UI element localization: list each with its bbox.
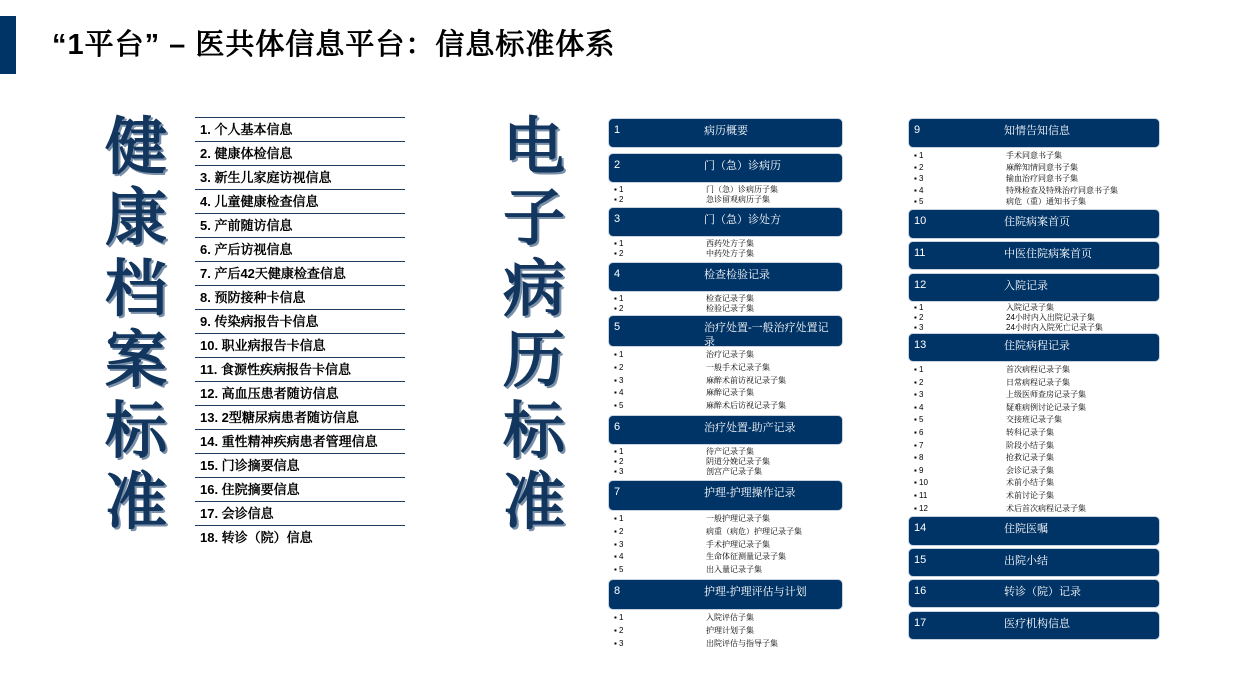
subset-name: 转科记录子集	[1006, 428, 1054, 437]
emr-section-header	[908, 611, 1160, 640]
emr-subset-item	[614, 526, 849, 538]
emr-standard-label	[499, 112, 569, 538]
label-char: 历	[502, 326, 565, 395]
subset-index: ▪ 3	[614, 539, 624, 549]
health-record-item: 11. 食源性疾病报告卡信息	[195, 358, 405, 382]
subset-name: 日常病程记录子集	[1006, 377, 1070, 387]
subset-name: 检验记录子集	[706, 304, 754, 313]
subset-name: 病重（病危）护理记录子集	[706, 526, 802, 536]
subset-index: ▪ 8	[914, 453, 924, 463]
label-char: 康	[104, 184, 167, 253]
emr-subset-item	[614, 457, 849, 467]
subset-index: ▪ 1	[614, 294, 624, 303]
emr-subset-item	[914, 402, 1166, 414]
health-record-item: 10. 职业病报告卡信息	[195, 334, 405, 358]
health-record-item: 2. 健康体检信息	[195, 142, 405, 166]
label-char: 子	[502, 184, 565, 253]
subset-index: ▪ 2	[614, 304, 624, 313]
subset-name: 急诊留观病历子集	[706, 195, 770, 204]
section-title: 检查检验记录	[704, 269, 770, 281]
label-char: 案	[104, 326, 167, 395]
health-record-item: 6. 产后访视信息	[195, 238, 405, 262]
subset-index: ▪ 7	[914, 440, 924, 450]
section-number: 10	[914, 215, 927, 227]
subset-name: 麻醉记录子集	[706, 388, 754, 398]
health-record-item: 8. 预防接种卡信息	[195, 286, 405, 310]
section-title: 出院小结	[1004, 555, 1048, 567]
section-number: 7	[614, 486, 621, 498]
subset-index: ▪ 12	[914, 503, 928, 513]
emr-section-header	[608, 153, 843, 183]
section-number: 5	[614, 321, 621, 333]
section-title: 病历概要	[704, 125, 748, 137]
subset-index: ▪ 2	[614, 249, 624, 258]
section-number: 3	[614, 213, 621, 225]
subset-name: 麻醉知情同意书子集	[1006, 162, 1078, 172]
emr-subset-item	[914, 503, 1166, 515]
label-char: 标	[502, 397, 565, 466]
subset-name: 术后首次病程记录子集	[1006, 503, 1086, 513]
subset-name: 24小时内入院死亡记录子集	[1006, 323, 1103, 332]
emr-subset-item	[914, 477, 1166, 489]
emr-subset-item	[614, 447, 849, 457]
subset-name: 治疗记录子集	[706, 350, 754, 359]
title-accent-bar	[0, 16, 16, 74]
health-record-item: 7. 产后42天健康检查信息	[195, 262, 405, 286]
emr-subset-item	[614, 294, 849, 304]
subset-index: ▪ 2	[614, 526, 624, 536]
subset-name: 术前讨论子集	[1006, 491, 1054, 500]
emr-section-header	[608, 262, 843, 292]
subset-index: ▪ 1	[614, 613, 624, 622]
subset-index: ▪ 2	[914, 162, 924, 172]
label-char: 健	[104, 113, 167, 182]
emr-subset-item	[614, 195, 849, 205]
section-number: 13	[914, 339, 927, 351]
subset-name: 输血治疗同意书子集	[1006, 174, 1078, 183]
health-record-item: 4. 儿童健康检查信息	[195, 190, 405, 214]
section-number: 14	[914, 522, 927, 534]
subset-index: ▪ 5	[614, 565, 624, 575]
emr-subset-item	[914, 465, 1166, 477]
subset-index: ▪ 3	[614, 638, 624, 648]
subset-index: ▪ 9	[914, 465, 924, 475]
emr-subset-item	[914, 303, 1166, 313]
health-record-item: 5. 产前随访信息	[195, 214, 405, 238]
emr-subset-item	[914, 490, 1166, 502]
subset-name: 中药处方子集	[706, 249, 754, 258]
emr-subset-item	[614, 467, 849, 477]
section-title: 住院病案首页	[1004, 216, 1070, 228]
section-title: 治疗处置-一般治疗处置记录	[704, 322, 829, 348]
emr-subset-item	[614, 564, 849, 576]
section-title: 门（急）诊病历	[704, 160, 781, 172]
subset-index: ▪ 1	[614, 185, 624, 194]
section-title: 医疗机构信息	[1004, 618, 1070, 630]
emr-section-header	[908, 548, 1160, 577]
subset-name: 检查记录子集	[706, 294, 754, 303]
emr-subset-item	[914, 173, 1166, 185]
subset-name: 生命体征测量记录子集	[706, 552, 786, 562]
section-title: 护理-护理操作记录	[704, 487, 796, 499]
emr-section-header	[608, 315, 843, 347]
emr-subset-item	[914, 196, 1166, 208]
emr-section-header	[908, 273, 1160, 302]
section-title: 门（急）诊处方	[704, 214, 781, 226]
section-number: 9	[914, 124, 921, 136]
subset-index: ▪ 1	[614, 350, 624, 359]
section-title: 中医住院病案首页	[1004, 248, 1092, 260]
emr-subset-item	[914, 377, 1166, 389]
section-title: 住院病程记录	[1004, 340, 1070, 352]
health-record-item: 9. 传染病报告卡信息	[195, 310, 405, 334]
subset-name: 病危（重）通知书子集	[1006, 197, 1086, 206]
section-title: 知情告知信息	[1004, 125, 1070, 137]
subset-index: ▪ 3	[614, 467, 624, 476]
emr-subset-item	[914, 323, 1166, 333]
subset-name: 出院评估与指导子集	[706, 638, 778, 648]
emr-section-header	[908, 516, 1160, 546]
emr-section-header	[908, 118, 1160, 148]
subset-index: ▪ 2	[614, 362, 624, 372]
subset-index: ▪ 4	[914, 185, 924, 195]
label-char: 准	[502, 468, 565, 537]
health-record-item: 14. 重性精神疾病患者管理信息	[195, 430, 405, 454]
emr-subset-item	[614, 362, 849, 374]
subset-index: ▪ 11	[914, 491, 928, 500]
emr-section-header	[608, 207, 843, 237]
subset-index: ▪ 1	[914, 365, 924, 374]
section-title: 护理-护理评估与计划	[704, 586, 807, 598]
emr-subset-item	[614, 513, 849, 525]
subset-name: 出入量记录子集	[706, 565, 762, 575]
emr-subset-item	[614, 349, 849, 361]
emr-subset-item	[914, 150, 1166, 162]
subset-name: 入院评估子集	[706, 613, 754, 622]
emr-section-header	[908, 241, 1160, 270]
health-record-list	[195, 117, 405, 549]
emr-section-header	[908, 579, 1160, 608]
emr-section-header	[608, 579, 843, 610]
emr-subset-item	[914, 185, 1166, 197]
emr-subset-item	[914, 427, 1166, 439]
subset-index: ▪ 4	[614, 388, 624, 398]
subset-index: ▪ 2	[914, 313, 924, 322]
subset-name: 会诊记录子集	[1006, 465, 1054, 475]
subset-index: ▪ 4	[914, 402, 924, 412]
section-number: 17	[914, 617, 927, 629]
emr-subset-item	[614, 551, 849, 563]
label-char: 电	[502, 113, 565, 182]
health-record-item: 13. 2型糖尿病患者随访信息	[195, 406, 405, 430]
subset-name: 麻醉术前访视记录子集	[706, 375, 786, 385]
health-record-item: 17. 会诊信息	[195, 502, 405, 526]
subset-name: 上级医师查房记录子集	[1006, 390, 1086, 400]
subset-name: 术前小结子集	[1006, 478, 1054, 488]
subset-index: ▪ 1	[614, 239, 624, 248]
emr-subset-item	[614, 375, 849, 387]
page-title: “1平台” – 医共体信息平台：信息标准体系	[52, 29, 616, 61]
emr-subset-item	[614, 638, 849, 650]
label-char: 标	[104, 397, 167, 466]
emr-subset-item	[614, 387, 849, 399]
emr-subset-item	[614, 239, 849, 249]
subset-index: ▪ 1	[914, 303, 924, 312]
subset-index: ▪ 3	[614, 375, 624, 385]
label-char: 准	[104, 468, 167, 537]
emr-subset-item	[914, 452, 1166, 464]
subset-name: 阶段小结子集	[1006, 440, 1054, 450]
emr-subset-item	[614, 625, 849, 637]
emr-subset-item	[914, 414, 1166, 426]
emr-subset-item	[614, 185, 849, 195]
section-number: 6	[614, 421, 621, 433]
section-number: 16	[914, 585, 927, 597]
subset-index: ▪ 10	[914, 478, 928, 488]
section-number: 15	[914, 554, 927, 566]
section-title: 入院记录	[1004, 280, 1048, 292]
subset-name: 首次病程记录子集	[1006, 365, 1070, 374]
subset-index: ▪ 2	[614, 457, 624, 466]
subset-index: ▪ 3	[914, 390, 924, 400]
emr-subset-item	[914, 389, 1166, 401]
subset-name: 西药处方子集	[706, 239, 754, 248]
subset-index: ▪ 6	[914, 428, 924, 437]
section-title: 治疗处置-助产记录	[704, 422, 796, 434]
subset-index: ▪ 5	[914, 197, 924, 206]
emr-section-header	[608, 415, 843, 445]
emr-subset-item	[614, 612, 849, 624]
subset-index: ▪ 4	[614, 552, 624, 562]
emr-section-header	[908, 209, 1160, 239]
section-number: 12	[914, 279, 927, 291]
subset-index: ▪ 2	[914, 377, 924, 387]
subset-name: 麻醉术后访视记录子集	[706, 401, 786, 411]
subset-name: 交接班记录子集	[1006, 415, 1062, 425]
section-number: 8	[614, 585, 621, 597]
subset-index: ▪ 1	[914, 151, 924, 160]
health-record-standard-label	[101, 112, 171, 538]
emr-section-header	[608, 118, 843, 148]
subset-index: ▪ 2	[614, 195, 624, 204]
subset-index: ▪ 5	[614, 401, 624, 411]
section-number: 2	[614, 159, 621, 171]
health-record-item: 3. 新生儿家庭访视信息	[195, 166, 405, 190]
subset-index: ▪ 3	[914, 323, 924, 332]
subset-name: 护理计划子集	[706, 625, 754, 635]
health-record-item: 16. 住院摘要信息	[195, 478, 405, 502]
subset-name: 手术护理记录子集	[706, 539, 770, 549]
subset-index: ▪ 3	[914, 174, 924, 183]
emr-subset-item	[614, 304, 849, 314]
subset-index: ▪ 1	[614, 447, 624, 456]
emr-subset-item	[614, 539, 849, 551]
subset-index: ▪ 2	[614, 625, 624, 635]
section-number: 11	[914, 247, 926, 259]
emr-subset-item	[914, 162, 1166, 174]
section-number: 4	[614, 268, 621, 280]
subset-name: 特殊检查及特殊治疗同意书子集	[1006, 185, 1118, 195]
section-title: 住院医嘱	[1004, 523, 1048, 535]
section-number: 1	[614, 124, 621, 136]
emr-subset-item	[914, 364, 1166, 376]
health-record-item: 15. 门诊摘要信息	[195, 454, 405, 478]
subset-index: ▪ 1	[614, 514, 624, 523]
subset-name: 24小时内入出院记录子集	[1006, 313, 1095, 322]
health-record-item: 1. 个人基本信息	[195, 118, 405, 142]
label-char: 病	[502, 255, 565, 324]
subset-index: ▪ 5	[914, 415, 924, 425]
subset-name: 一般手术记录子集	[706, 362, 770, 372]
subset-name: 门（急）诊病历子集	[706, 185, 778, 194]
subset-name: 一般护理记录子集	[706, 514, 770, 523]
section-title: 转诊（院）记录	[1004, 586, 1081, 598]
emr-subset-item	[914, 313, 1166, 323]
emr-section-header	[908, 333, 1160, 362]
subset-name: 抢救记录子集	[1006, 453, 1054, 463]
health-record-item: 12. 高血压患者随访信息	[195, 382, 405, 406]
subset-name: 入院记录子集	[1006, 303, 1054, 312]
emr-subset-item	[614, 400, 849, 412]
emr-subset-item	[614, 249, 849, 259]
emr-subset-item	[914, 440, 1166, 452]
subset-name: 剖宫产记录子集	[706, 467, 762, 476]
subset-name: 手术同意书子集	[1006, 151, 1062, 160]
subset-name: 疑难病例讨论记录子集	[1006, 402, 1086, 412]
health-record-item: 18. 转诊（院）信息	[200, 530, 313, 545]
subset-name: 阴道分娩记录子集	[706, 457, 770, 466]
subset-name: 待产记录子集	[706, 447, 754, 456]
label-char: 档	[104, 255, 167, 324]
emr-section-header	[608, 480, 843, 511]
